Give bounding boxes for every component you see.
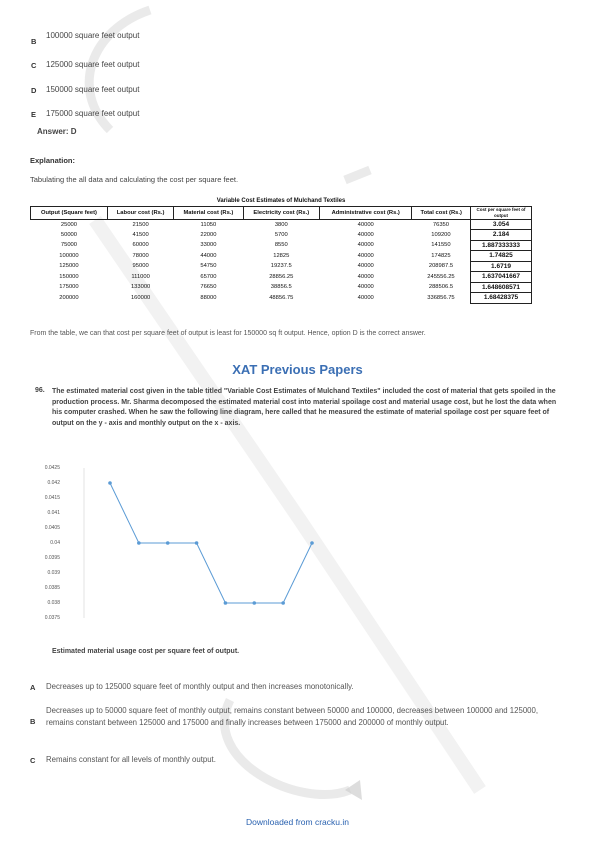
table-row <box>31 251 532 262</box>
table-cell: 141550 <box>431 242 451 249</box>
option-letter: C <box>31 61 37 70</box>
y-tick-label: 0.04 <box>50 540 60 546</box>
conclusion-text: From the table, we can that cost per square feet of output is least for 150000 sq ft output. Hence, option D is the correct answer. <box>30 330 426 337</box>
y-tick-label: 0.042 <box>47 480 60 486</box>
table-cell: 21500 <box>132 221 149 228</box>
table-cell: 175000 <box>59 284 79 291</box>
table-cell: 200000 <box>59 294 79 301</box>
table-cell: 1.6719 <box>471 261 532 272</box>
table-cell: 76350 <box>432 221 450 228</box>
table-cell: 1.68428375 <box>471 293 532 304</box>
option-letter: C <box>30 756 36 765</box>
table-header: Labour cost (Rs.) <box>107 206 173 219</box>
explanation-text: Tabulating the all data and calculating the cost per square feet. <box>30 175 239 184</box>
table-cell: 288506.5 <box>428 284 454 291</box>
table-cell: 1.74825 <box>471 251 532 262</box>
y-tick-label: 0.0405 <box>44 525 60 531</box>
option-text: 125000 square feet output <box>46 60 140 69</box>
table-cell: 25000 <box>60 221 78 228</box>
option-letter: E <box>31 110 37 119</box>
data-point <box>137 541 141 545</box>
line-chart <box>50 458 340 638</box>
table-header: Material cost (Rs.) <box>174 206 243 219</box>
table-cell: 208987.5 <box>428 263 454 270</box>
chart-xlabel: Estimated material usage cost per square feet of output. <box>52 648 240 655</box>
table-cell: 1.637041667 <box>471 272 532 283</box>
table-cell: 1.648608571 <box>471 282 532 293</box>
table-row <box>31 293 532 304</box>
table-cell: 28856.25 <box>269 273 294 280</box>
table-cell: 100000 <box>59 252 79 259</box>
option-text[interactable]: Remains constant for all levels of monthly output. <box>46 755 216 764</box>
y-tick-label: 0.0385 <box>44 585 60 591</box>
table-row <box>31 282 532 293</box>
table-cell: 3800 <box>274 221 288 228</box>
table-header: Electricity cost (Rs.) <box>243 206 320 219</box>
y-tick-label: 0.0395 <box>44 555 60 561</box>
data-point <box>224 601 228 605</box>
option-letter: B <box>31 37 37 46</box>
table-row <box>31 261 532 272</box>
table-header: Administrative cost (Rs.) <box>320 206 412 219</box>
table-cell: 78000 <box>132 252 149 259</box>
data-point <box>310 541 314 545</box>
table-cell: 40000 <box>357 231 374 238</box>
table-cell: 48856.75 <box>269 294 294 301</box>
y-tick-label: 0.039 <box>47 570 60 576</box>
table-header: Total cost (Rs.) <box>412 206 471 219</box>
variable-cost-table <box>30 196 532 304</box>
option-text: 100000 square feet output <box>46 31 140 40</box>
table-cell: 44000 <box>200 252 217 259</box>
table-cell: 174825 <box>431 252 451 259</box>
table-row <box>31 230 532 241</box>
table-cell: 22000 <box>200 231 217 238</box>
table-cell: 336856.75 <box>427 294 455 301</box>
table-cell: 65700 <box>200 273 217 280</box>
table-cell: 19237.5 <box>270 263 292 270</box>
table-cell: 2.184 <box>471 230 532 241</box>
section-heading: XAT Previous Papers <box>232 362 363 377</box>
table-row <box>31 240 532 251</box>
table-cell: 133000 <box>130 284 151 291</box>
data-point <box>195 541 199 545</box>
data-point <box>252 601 256 605</box>
table-cell: 11050 <box>200 221 217 228</box>
table-cell: 40000 <box>357 273 374 280</box>
table-cell: 50000 <box>60 231 78 238</box>
data-point <box>108 481 112 485</box>
table-cell: 95000 <box>132 263 149 270</box>
table-cell: 5700 <box>274 231 288 238</box>
option-letter: A <box>30 683 36 692</box>
table-cell: 54750 <box>200 263 217 270</box>
explanation-label: Explanation: <box>30 156 76 165</box>
table-row <box>31 272 532 283</box>
table-cell: 40000 <box>357 242 374 249</box>
table-cell: 33000 <box>200 242 217 249</box>
table-cell: 245556.25 <box>427 273 455 280</box>
option-text: 150000 square feet output <box>46 85 140 94</box>
table-cell: 12825 <box>273 252 290 259</box>
option-text: 175000 square feet output <box>46 109 140 118</box>
option-letter: D <box>31 86 37 95</box>
question-text: The estimated material cost given in the table titled "Variable Cost Estimates of Mulchand Textiles" included the cost of material that gets spoiled in the production process. Mr. Sharma decomposed the estimated material cost into material spoilage cost and material usage cost, but he lost the data when his computer crashed. When he saw the following line diagram, here called that he measured the estimate of material spoilage cost per square feet of output on the y - axis and monthly output on the x - axis. <box>52 388 557 427</box>
table-cell: 40000 <box>357 221 374 228</box>
table-cell: 109200 <box>431 231 451 238</box>
answer-label: Answer: D <box>37 127 77 136</box>
table-cell: 150000 <box>59 273 79 280</box>
table-cell: 1.887333333 <box>471 240 532 251</box>
table-cell: 75000 <box>60 242 78 249</box>
table-cell: 111000 <box>131 273 150 280</box>
y-tick-label: 0.0415 <box>44 495 60 501</box>
table-cell: 60000 <box>132 242 149 249</box>
y-tick-label: 0.038 <box>47 600 60 606</box>
option-text[interactable]: Decreases up to 50000 square feet of monthly output, remains constant between 50000 and 100000, decreases between 100000 and 125000, remains constant between 125000 and 175000 and finally increases between 175000 and 200000 of monthly output. <box>46 706 538 727</box>
table-cell: 40000 <box>357 252 374 259</box>
table-cell: 76650 <box>200 284 217 291</box>
y-tick-label: 0.0425 <box>44 465 60 471</box>
table-cell: 3.054 <box>471 219 532 230</box>
data-point <box>281 601 285 605</box>
footer-link[interactable]: Downloaded from cracku.in <box>246 817 349 827</box>
table-cell: 40000 <box>357 263 374 270</box>
table-cell: 40000 <box>357 294 374 301</box>
data-point <box>166 541 170 545</box>
table-caption: Variable Cost Estimates of Mulchand Textiles <box>216 197 346 204</box>
table-header: Cost per square feet of output <box>471 206 532 219</box>
table-header: Output (Square feet) <box>31 206 108 219</box>
table-cell: 88000 <box>200 294 217 301</box>
table-cell: 40000 <box>357 284 374 291</box>
table-cell: 38856.5 <box>270 284 292 291</box>
y-tick-label: 0.041 <box>47 510 60 516</box>
table-cell: 125000 <box>59 263 79 270</box>
question-number: 96. <box>35 387 45 394</box>
table-cell: 160000 <box>130 294 151 301</box>
option-letter: B <box>30 717 36 726</box>
table-cell: 8550 <box>274 242 288 249</box>
option-text[interactable]: Decreases up to 125000 square feet of monthly output and then increases monotonically. <box>46 682 354 691</box>
table-header-row <box>31 206 532 219</box>
table-cell: 41500 <box>132 231 149 238</box>
table-row <box>31 219 532 230</box>
y-tick-label: 0.0375 <box>44 615 60 621</box>
